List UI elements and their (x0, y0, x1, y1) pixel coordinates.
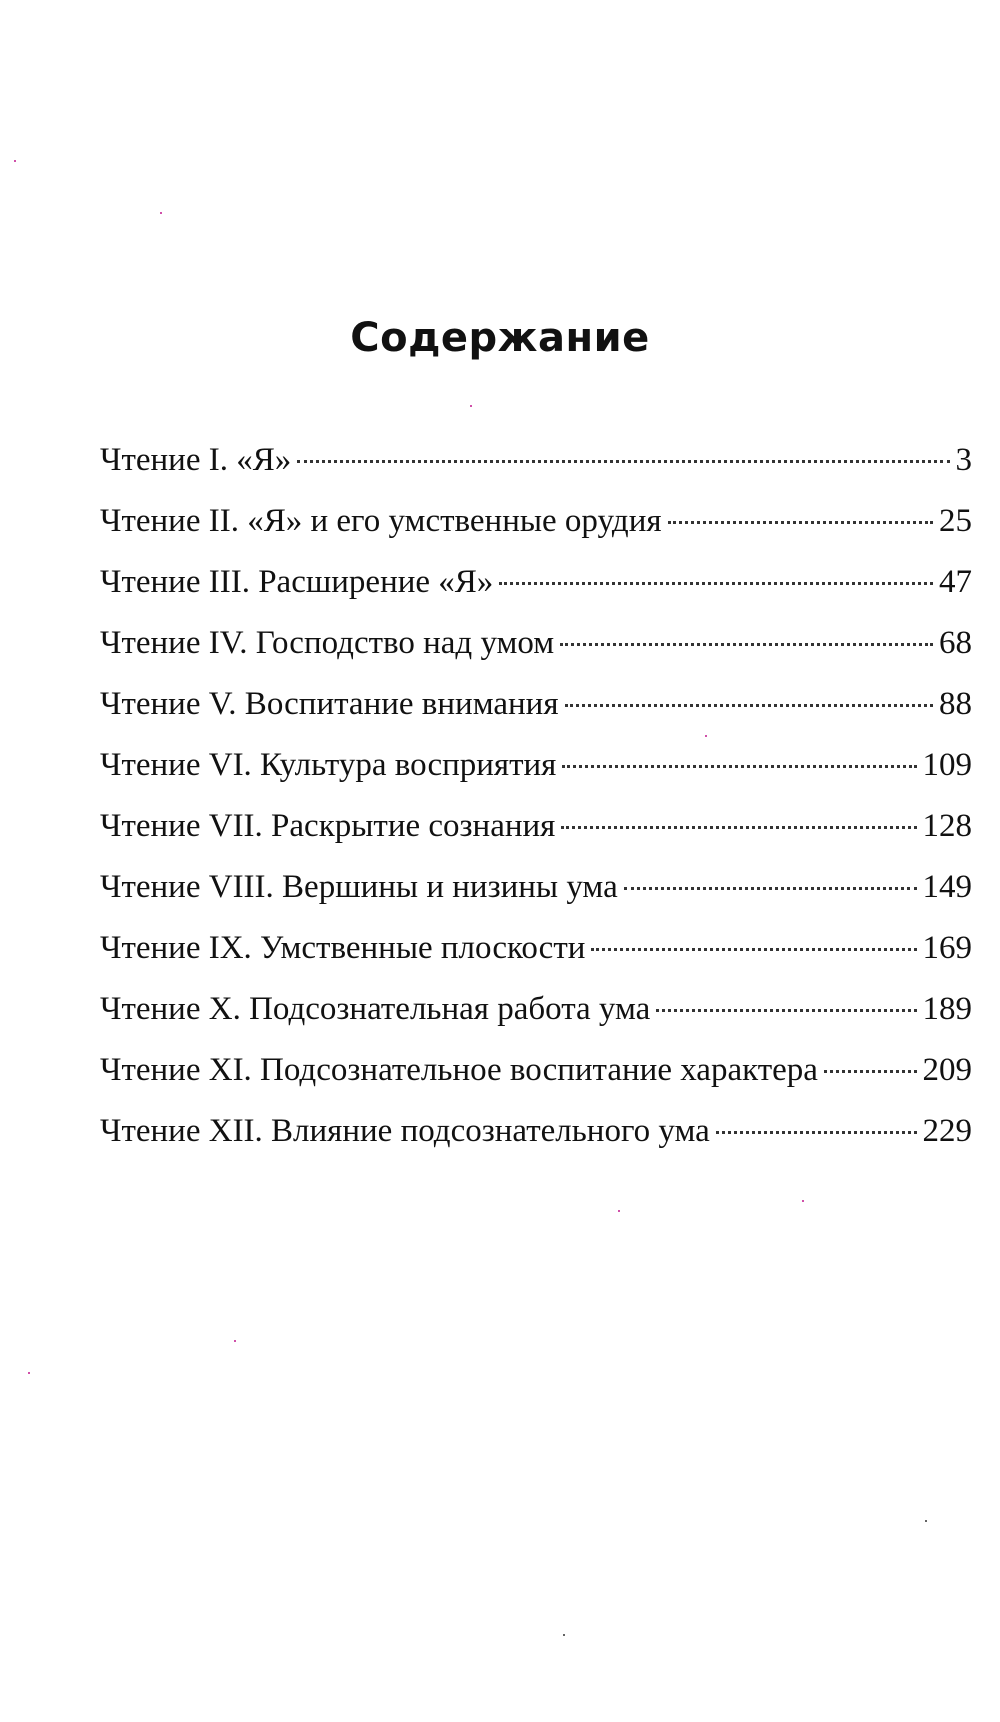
toc-entry-page: 88 (939, 686, 972, 722)
dot-leader (565, 704, 933, 707)
toc-entry (100, 867, 972, 928)
contents-heading: Содержание (350, 315, 650, 361)
scan-speck (470, 405, 472, 407)
scan-speck (160, 212, 162, 214)
toc-entry (100, 684, 972, 745)
toc-entry-page: 149 (922, 869, 972, 905)
toc-entry-page: 128 (922, 808, 972, 844)
toc-entry-title: Чтение XII. Влияние подсознательного ума (100, 1113, 710, 1149)
table-of-contents (100, 440, 972, 1172)
toc-entry-title: Чтение IV. Господство над умом (100, 625, 555, 661)
toc-entry-page: 3 (955, 442, 972, 478)
toc-entry-page: 169 (922, 930, 972, 966)
toc-entry-title: Чтение XI. Подсознательное воспитание характера (100, 1052, 818, 1088)
toc-entry-title: Чтение IX. Умственные плоскости (100, 930, 586, 966)
dot-leader (562, 765, 916, 768)
dot-leader (591, 948, 916, 951)
dot-leader (716, 1131, 917, 1134)
scan-speck (234, 1340, 236, 1342)
scan-speck (705, 735, 707, 737)
dot-leader (624, 887, 917, 890)
toc-entry-page: 109 (922, 747, 972, 783)
toc-entry (100, 440, 972, 501)
toc-entry-page: 25 (939, 503, 972, 539)
toc-entry-page: 189 (922, 991, 972, 1027)
toc-entry-title: Чтение VI. Культура восприятия (100, 747, 557, 783)
toc-entry-title: Чтение X. Подсознательная работа ума (100, 991, 651, 1027)
scan-speck (28, 1372, 30, 1374)
dot-leader (297, 460, 949, 463)
toc-entry (100, 745, 972, 806)
dot-leader (561, 826, 916, 829)
scan-speck (618, 1210, 620, 1212)
toc-entry-page: 209 (922, 1052, 972, 1088)
toc-entry-title: Чтение III. Расширение «Я» (100, 564, 494, 600)
toc-entry-title: Чтение VII. Раскрытие сознания (100, 808, 556, 844)
toc-entry (100, 1050, 972, 1111)
dot-leader (656, 1009, 916, 1012)
scan-speck (925, 1520, 927, 1522)
dot-leader (824, 1070, 917, 1073)
toc-entry-page: 68 (939, 625, 972, 661)
toc-entry-title: Чтение VIII. Вершины и низины ума (100, 869, 618, 905)
toc-entry-page: 229 (922, 1113, 972, 1149)
scan-speck (14, 160, 16, 162)
toc-entry-title: Чтение I. «Я» (100, 442, 292, 478)
toc-entry (100, 1111, 972, 1172)
scan-speck (802, 1200, 804, 1202)
toc-entry-page: 47 (939, 564, 972, 600)
toc-entry (100, 562, 972, 623)
dot-leader (499, 582, 933, 585)
toc-entry (100, 806, 972, 867)
dot-leader (560, 643, 933, 646)
toc-entry (100, 623, 972, 684)
toc-entry (100, 928, 972, 989)
scan-speck (563, 1634, 565, 1636)
toc-entry-title: Чтение II. «Я» и его умственные орудия (100, 503, 662, 539)
toc-entry (100, 989, 972, 1050)
toc-entry (100, 501, 972, 562)
toc-entry-title: Чтение V. Воспитание внимания (100, 686, 559, 722)
dot-leader (668, 521, 933, 524)
